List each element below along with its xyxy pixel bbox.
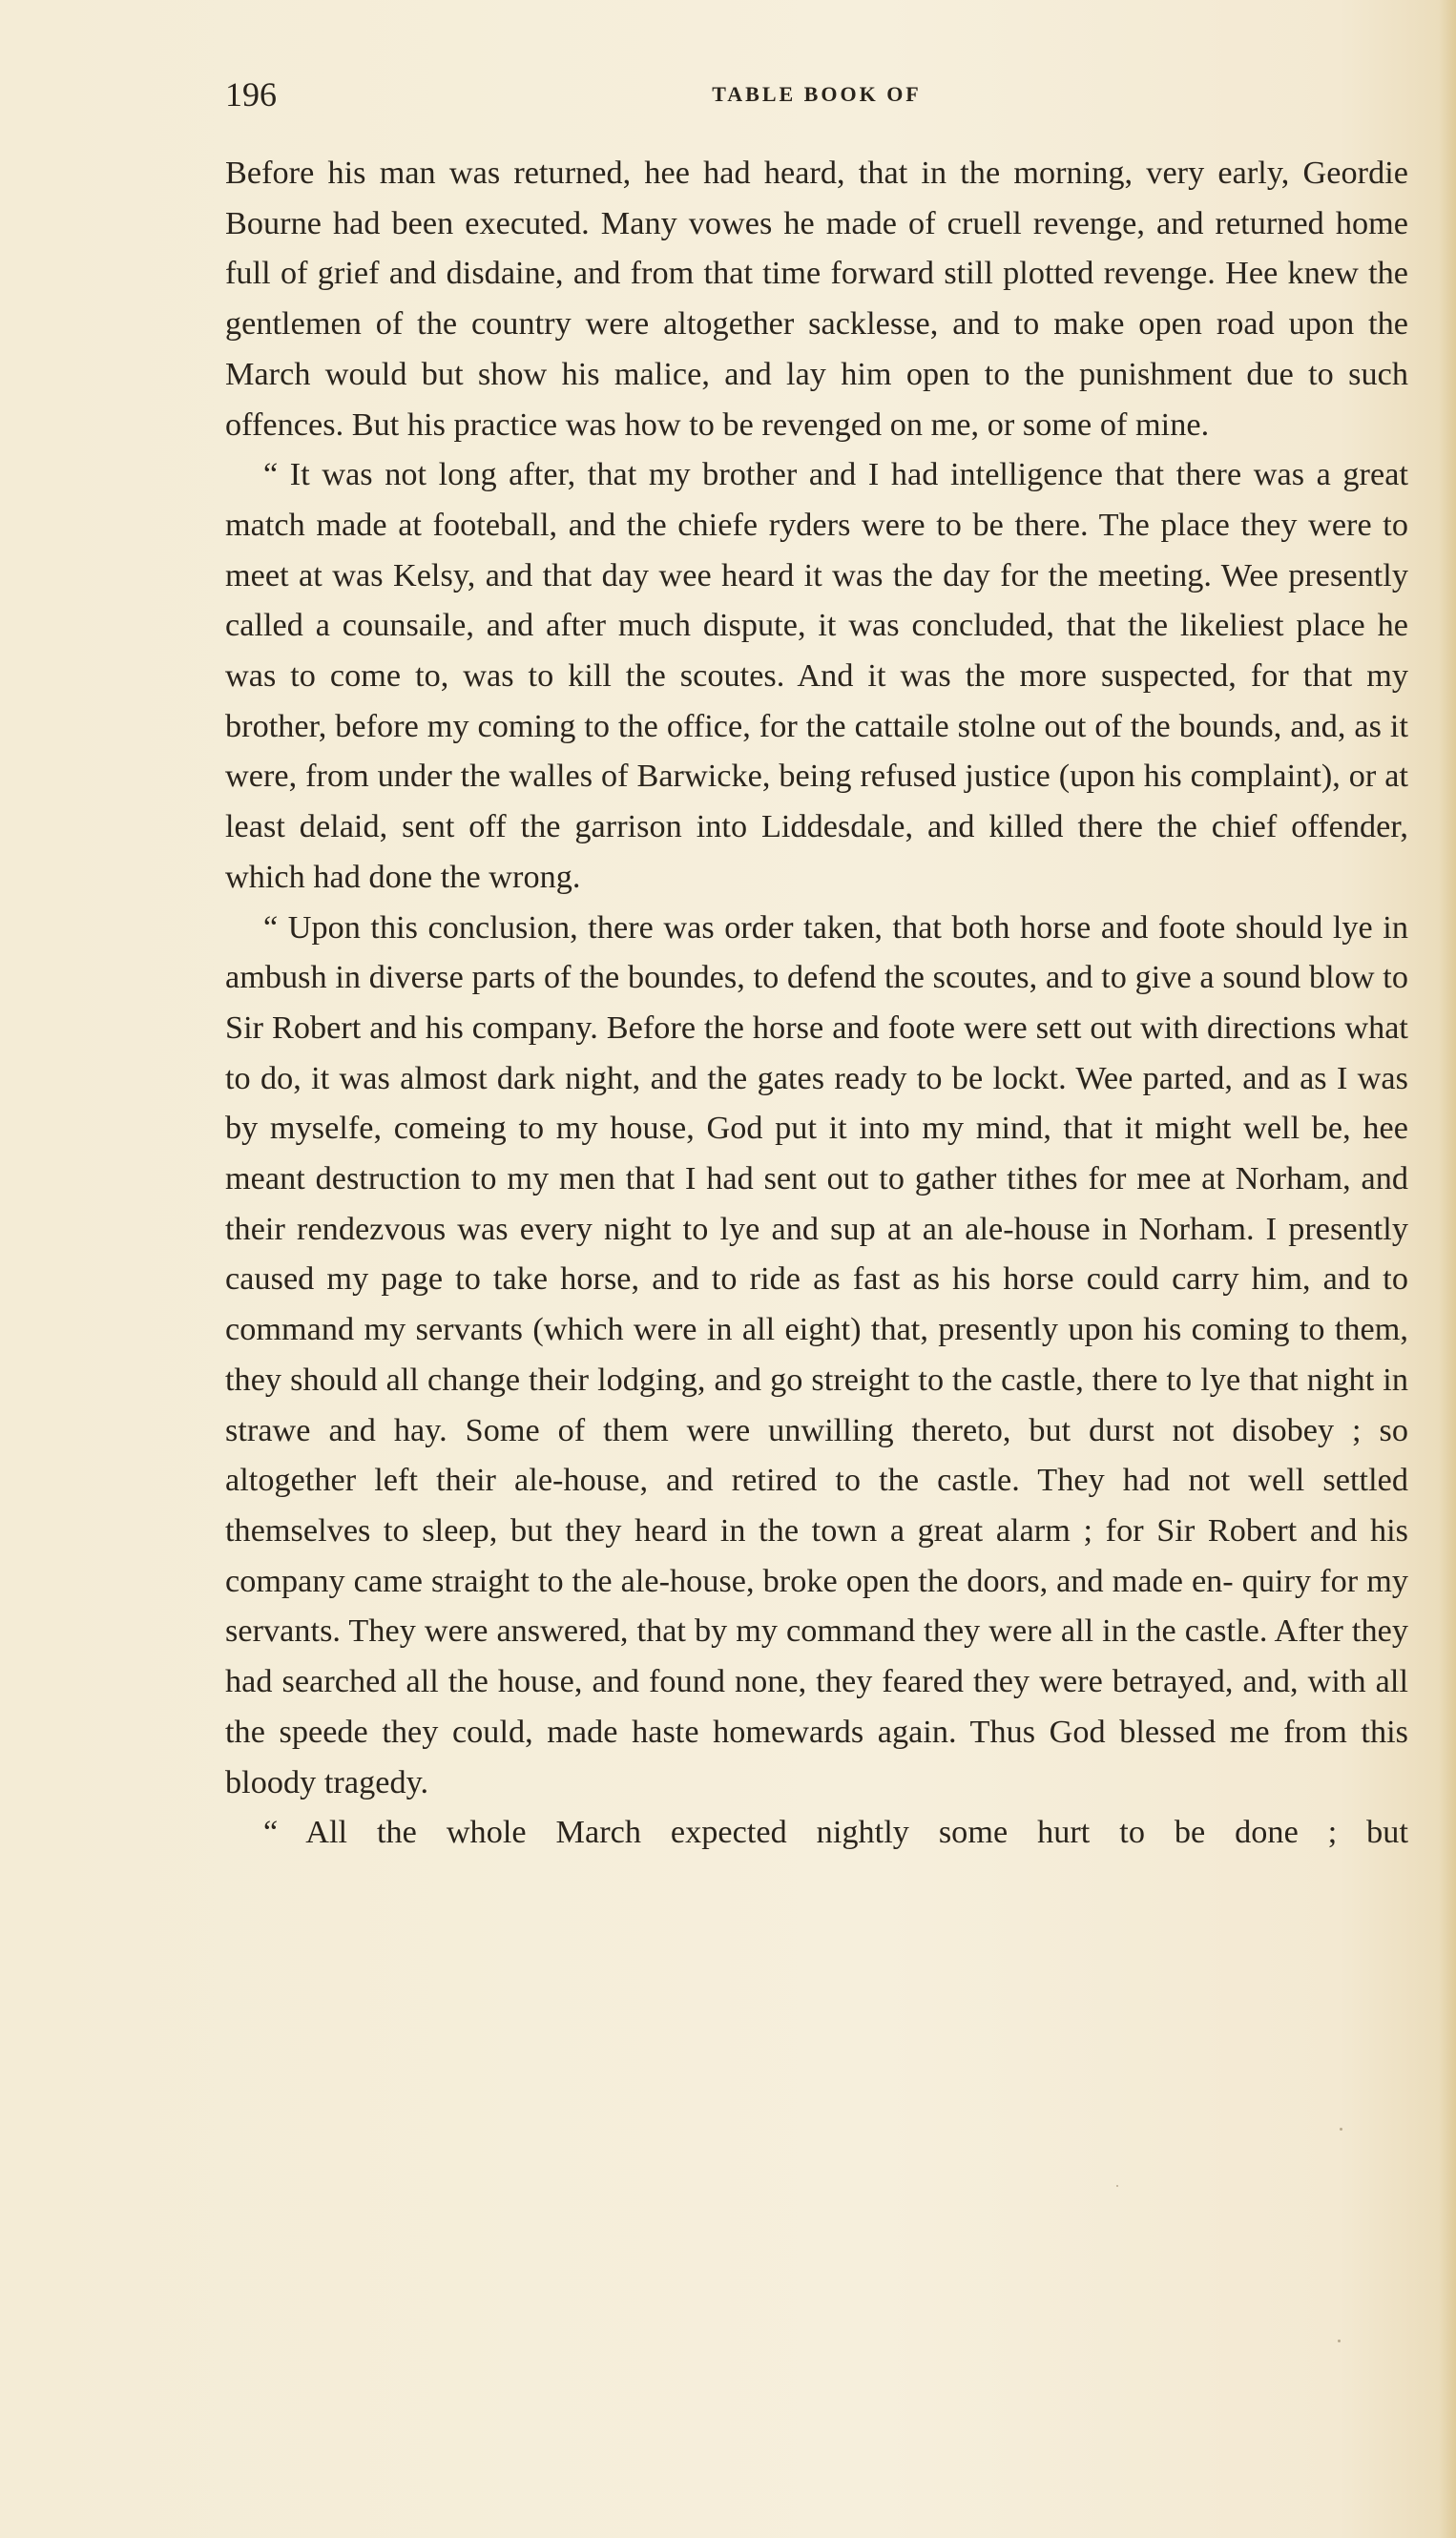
page-header: [225, 71, 1408, 118]
page-edge-shadow: [1439, 0, 1456, 2538]
paragraph-4: “ All the whole March expected nightly some hurt to be done ; but: [263, 1815, 1408, 1851]
body-text: [225, 149, 1408, 1859]
paragraph-1: Before his man was returned, hee had heard, that in the morning, very early, Geordie Bourne had been executed. Many vowes he made of cruell revenge, and returned home full of grief and disdaine, and from that time forward still plotted revenge. Hee knew the gentlemen of the country were altogether sacklesse, and to make open road upon the March would but show his malice, and lay him open to the punishment due to such offences. But his practice was how to be revenged on me, or some of mine.: [225, 156, 1408, 443]
paragraph-3: “ Upon this conclusion, there was order taken, that both horse and foote should lye in ambush in diverse parts of the boundes, to defend the scoutes, and to give a sound blow to Sir Robert and his company. Before the horse and foote were sett out with directions what to do, it was almost dark night, and the gates ready to be lockt. Wee parted, and as I was by myselfe, comeing to my house, God put it into my mind, that it might well be, hee meant destruction to my men that I had sent out to gather tithes for mee at Norham, and their rendezvous was every night to lye and sup at an ale-house in Norham. I presently caused my page to take horse, and to ride as fast as his horse could carry him, and to command my servants (which were in all eight) that, presently upon his coming to them, they should all change their lodging, and go streight to the castle, there to lye that night in strawe and hay. Some of them were unwilling thereto, but durst not disobey ; so altogether left their ale-house, and retired to the castle. They had not well settled themselves to sleep, but they heard in the town a great alarm ; for Sir Robert and his company came straight to the ale-house, broke open the doors, and made en- quiry for my servants. They were answered, that by my command they were all in the castle. After they had searched all the house, and found none, they feared they were betrayed, and, with all the speede they could, made haste homewards again. Thus God blessed me from this bloody tragedy.: [225, 909, 1408, 1800]
paragraph-2: “ It was not long after, that my brother and I had intelligence that there was a great match made at footeball, and the chiefe ryders were to be there. The place they were to meet at was Kelsy, and that day wee heard it was the day for the meeting. Wee presently called a counsaile, and after much dispute, it was concluded, that the likeliest place he was to come to, was to kill the scoutes. And it was the more suspected, for that my brother, before my coming to the office, for the cattaile stolne out of the bounds, and, as it were, from under the walles of Barwicke, being refused justice (upon his complaint), or at least delaid, sent off the garrison into Liddesdale, and killed there the chief offender, which had done the wrong.: [225, 457, 1408, 895]
running-head: TABLE BOOK OF: [712, 82, 922, 106]
paper-speck: [1338, 2340, 1341, 2342]
paper-speck: [1340, 2128, 1342, 2131]
page-number: 196: [225, 75, 277, 114]
paper-speck: [1116, 2185, 1118, 2187]
